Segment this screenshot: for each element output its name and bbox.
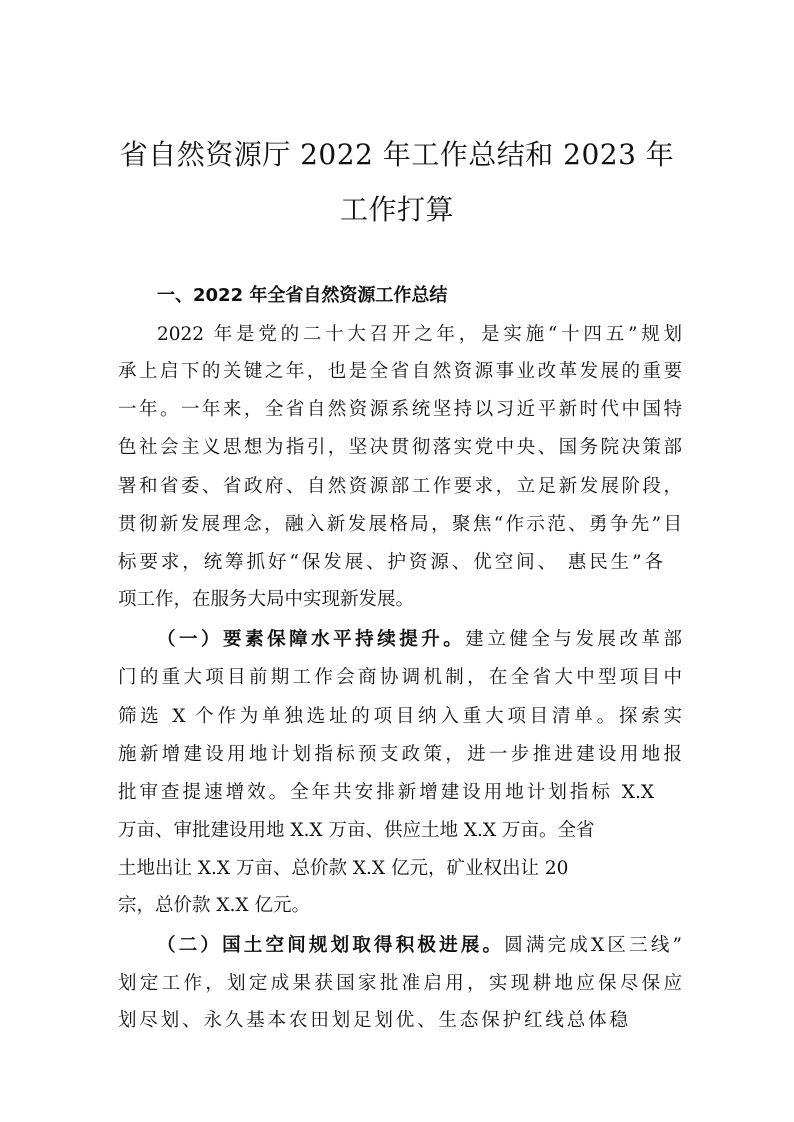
paragraph-line: 署和省委、省政府、自然资源部工作要求，立足新发展阶段， bbox=[118, 476, 682, 497]
paragraph-line: 门的重大项目前期工作会商协调机制，在全省大中型项目中 bbox=[118, 667, 682, 688]
paragraph-line: 划定工作，划定成果获国家批准启用，实现耕地应保尽保应 bbox=[118, 973, 682, 994]
paragraph-line: 承上启下的关键之年，也是全省自然资源事业改革发展的重要 bbox=[118, 361, 682, 382]
section-heading: 一、2022 年全省自然资源工作总结 bbox=[157, 285, 448, 306]
paragraph-line: 划尽划、永久基本农田划足划优、生态保护红线总体稳 bbox=[118, 1010, 628, 1031]
document-title-line-2: 工作打算 bbox=[339, 193, 454, 226]
paragraph-line: （二）国土空间规划取得积极进展。圆满完成X区三线” bbox=[157, 935, 682, 956]
paragraph-line: 2022 年是党的二十大召开之年，是实施“十四五”规划 bbox=[157, 324, 682, 345]
paragraph-line: 批审查提速增效。全年共安排新增建设用地计划指标 X.X bbox=[118, 782, 654, 803]
paragraph-line: 一年。一年来，全省自然资源系统坚持以习近平新时代中国特 bbox=[118, 399, 682, 420]
paragraph-line: 施新增建设用地计划指标预支政策，进一步推进建设用地报 bbox=[118, 744, 682, 765]
paragraph-line: 贯彻新发展理念，融入新发展格局，聚焦“作示范、勇争先”目 bbox=[118, 514, 682, 535]
paragraph-line: 色社会主义思想为指引，坚决贯彻落实党中央、国务院决策部 bbox=[118, 437, 682, 458]
paragraph-line: 项工作，在服务大局中实现新发展。 bbox=[118, 589, 415, 610]
paragraph-line: 万亩、审批建设用地 X.X 万亩、供应土地 X.X 万亩。全省 bbox=[118, 820, 595, 841]
item-lead: （一）要素保障水平持续提升。 bbox=[157, 629, 466, 650]
paragraph-line: 标要求，统筹抓好“保发展、护资源、优空间、 惠民生”各 bbox=[118, 552, 663, 573]
paragraph-line: 宗，总价款 X.X 亿元。 bbox=[118, 895, 310, 916]
document-title-line-1: 省自然资源厅 2022 年工作总结和 2023 年 bbox=[119, 138, 675, 171]
paragraph-line: 筛选 X 个作为单独选址的项目纳入重大项目清单。探索实 bbox=[118, 706, 682, 727]
paragraph-line: 土地出让 X.X 万亩、总价款 X.X 亿元，矿业权出让 20 bbox=[118, 858, 569, 879]
item-lead: （二）国土空间规划取得积极进展。 bbox=[157, 935, 505, 956]
paragraph-line: （一）要素保障水平持续提升。建立健全与发展改革部 bbox=[157, 629, 682, 650]
